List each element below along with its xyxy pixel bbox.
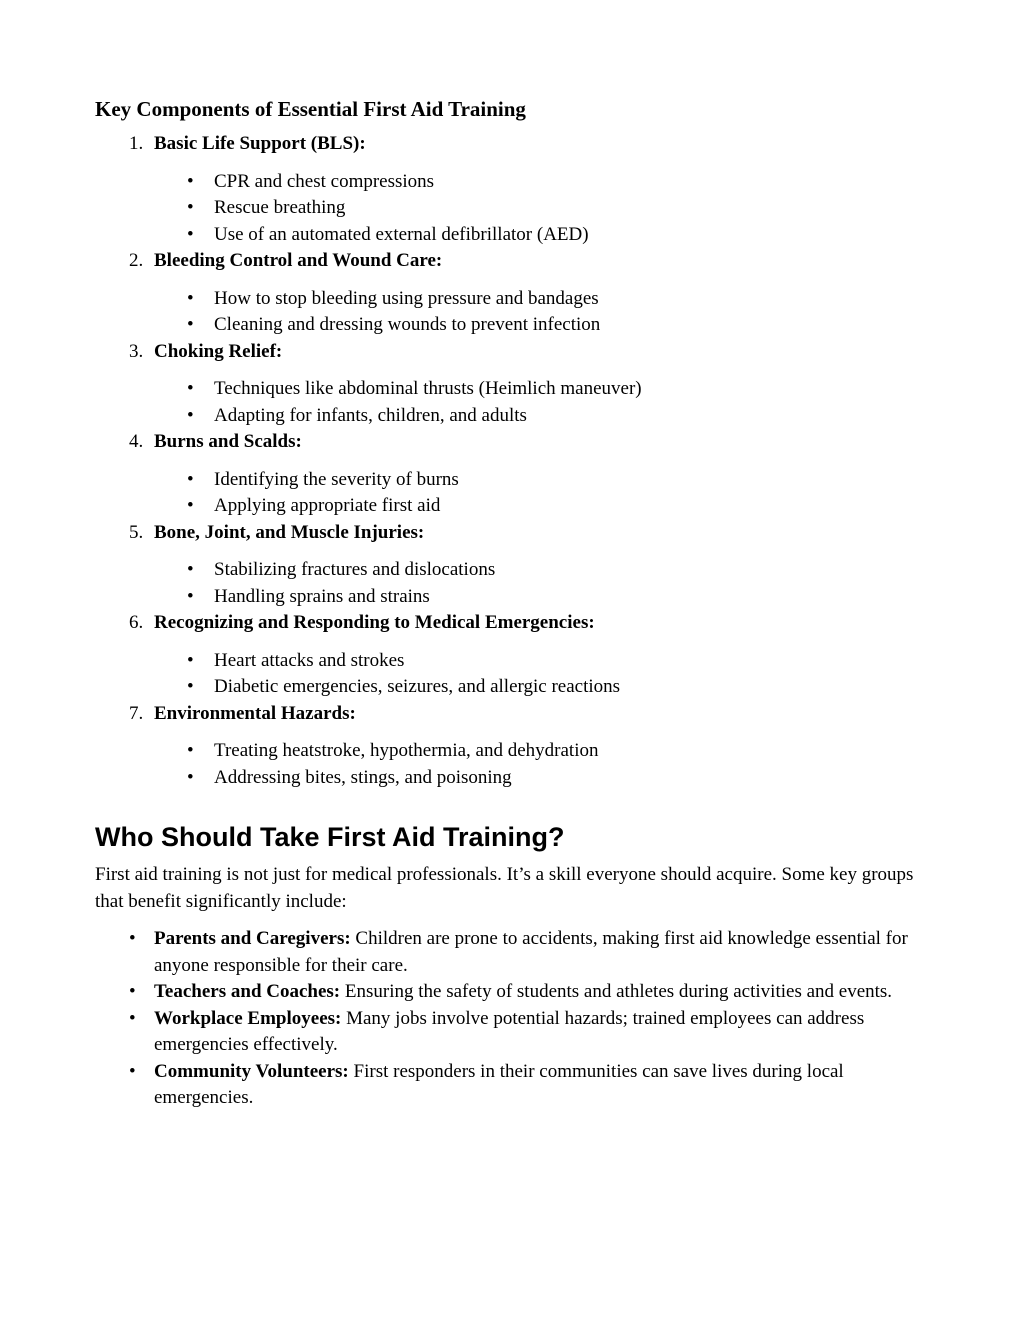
- sub-list-item: [154, 286, 935, 313]
- component-list-item: [95, 429, 935, 520]
- sub-list-text: Heart attacks and strokes: [214, 649, 405, 671]
- intro-paragraph: First aid training is not just for medical professionals. It’s a skill everyone should acquire. Some key groups that benefit significantly include:: [95, 864, 914, 912]
- sub-list-item: [154, 195, 935, 222]
- document-page: [95, 96, 935, 1112]
- bullet-icon: •: [187, 766, 194, 788]
- group-description: Many jobs involve potential hazards; trained employees can address emergencies effectively.: [154, 1007, 865, 1055]
- bullet-icon: •: [187, 559, 194, 580]
- component-list-item: [95, 248, 935, 339]
- sub-list-item: [154, 376, 935, 403]
- bullet-icon: •: [129, 1007, 136, 1029]
- component-list-item: [95, 701, 935, 792]
- bullet-icon: •: [187, 287, 194, 309]
- sub-list-item: [154, 584, 935, 611]
- list-number: 5.: [129, 521, 144, 543]
- component-title: Bleeding Control and Wound Care:: [154, 250, 443, 271]
- bullet-icon: •: [187, 740, 194, 761]
- list-number: 3.: [129, 340, 144, 362]
- group-description: Ensuring the safety of students and athletes during activities and events.: [340, 981, 893, 1002]
- sub-list-item: [154, 493, 935, 520]
- bullet-icon: •: [129, 928, 136, 949]
- component-list-item: [95, 520, 935, 611]
- sub-list-item: [154, 738, 935, 765]
- component-sub-list: [154, 557, 935, 610]
- sub-list-text: Applying appropriate first aid: [214, 495, 441, 516]
- bullet-icon: •: [187, 649, 194, 671]
- list-number: 4.: [129, 431, 144, 452]
- sub-list-text: Identifying the severity of burns: [214, 468, 459, 490]
- component-list-item: [95, 131, 935, 248]
- bullet-icon: •: [187, 468, 194, 490]
- bullet-icon: •: [129, 981, 136, 1002]
- component-list-item: [95, 610, 935, 701]
- section-heading-who-should-take: Who Should Take First Aid Training?: [95, 822, 565, 852]
- component-title: Environmental Hazards:: [154, 702, 356, 724]
- component-title: Basic Life Support (BLS):: [154, 133, 366, 154]
- sub-list-text: Use of an automated external defibrillator (AED): [214, 223, 589, 245]
- sub-list-text: Handling sprains and strains: [214, 585, 430, 607]
- sub-list-text: Adapting for infants, children, and adults: [214, 404, 527, 426]
- sub-list-text: Treating heatstroke, hypothermia, and dehydration: [214, 740, 599, 761]
- group-title: Teachers and Coaches:: [154, 981, 341, 1002]
- group-list-item: [95, 1059, 935, 1112]
- sub-list-item: [154, 765, 935, 792]
- component-title: Burns and Scalds:: [154, 431, 302, 452]
- component-title: Bone, Joint, and Muscle Injuries:: [154, 521, 425, 543]
- sub-list-item: [154, 674, 935, 701]
- bullet-icon: •: [129, 1060, 136, 1082]
- group-description: Children are prone to accidents, making first aid knowledge essential for anyone responsible for their care.: [154, 928, 908, 976]
- sub-list-item: [154, 312, 935, 339]
- list-number: 1.: [129, 133, 144, 154]
- components-numbered-list: [95, 131, 935, 791]
- bullet-icon: •: [187, 314, 194, 335]
- sub-list-text: Techniques like abdominal thrusts (Heimlich maneuver): [214, 378, 642, 399]
- component-sub-list: [154, 376, 935, 429]
- sub-list-item: [154, 222, 935, 249]
- sub-list-text: How to stop bleeding using pressure and bandages: [214, 287, 599, 309]
- bullet-icon: •: [187, 585, 194, 607]
- group-list-item: [95, 926, 935, 979]
- bullet-icon: •: [187, 404, 194, 426]
- sub-list-text: Cleaning and dressing wounds to prevent infection: [214, 314, 601, 335]
- group-title: Community Volunteers:: [154, 1060, 349, 1082]
- list-number: 2.: [129, 250, 144, 271]
- sub-list-item: [154, 467, 935, 494]
- component-title: Choking Relief:: [154, 340, 283, 362]
- group-title: Workplace Employees:: [154, 1007, 342, 1029]
- sub-list-text: Diabetic emergencies, seizures, and allergic reactions: [214, 676, 621, 697]
- component-title: Recognizing and Responding to Medical Emergencies:: [154, 612, 595, 633]
- list-number: 6.: [129, 612, 144, 633]
- component-sub-list: [154, 467, 935, 520]
- group-list-item: [95, 979, 935, 1006]
- sub-list-item: [154, 648, 935, 675]
- sub-list-text: Addressing bites, stings, and poisoning: [214, 766, 512, 788]
- sub-list-text: Rescue breathing: [214, 197, 346, 218]
- sub-list-text: Stabilizing fractures and dislocations: [214, 559, 496, 580]
- groups-bullet-list: [95, 926, 935, 1112]
- group-title: Parents and Caregivers:: [154, 928, 351, 949]
- sub-list-text: CPR and chest compressions: [214, 170, 435, 192]
- bullet-icon: •: [187, 495, 194, 516]
- component-sub-list: [154, 738, 935, 791]
- section-heading-key-components: Key Components of Essential First Aid Training: [95, 97, 526, 121]
- sub-list-item: [154, 403, 935, 430]
- list-number: 7.: [129, 702, 144, 724]
- component-sub-list: [154, 648, 935, 701]
- component-list-item: [95, 339, 935, 430]
- component-sub-list: [154, 286, 935, 339]
- bullet-icon: •: [187, 170, 194, 192]
- group-list-item: [95, 1006, 935, 1059]
- bullet-icon: •: [187, 197, 194, 218]
- bullet-icon: •: [187, 223, 194, 245]
- sub-list-item: [154, 557, 935, 584]
- bullet-icon: •: [187, 378, 194, 399]
- group-description: First responders in their communities can save lives during local emergencies.: [154, 1060, 844, 1108]
- bullet-icon: •: [187, 676, 194, 697]
- sub-list-item: [154, 169, 935, 196]
- component-sub-list: [154, 169, 935, 249]
